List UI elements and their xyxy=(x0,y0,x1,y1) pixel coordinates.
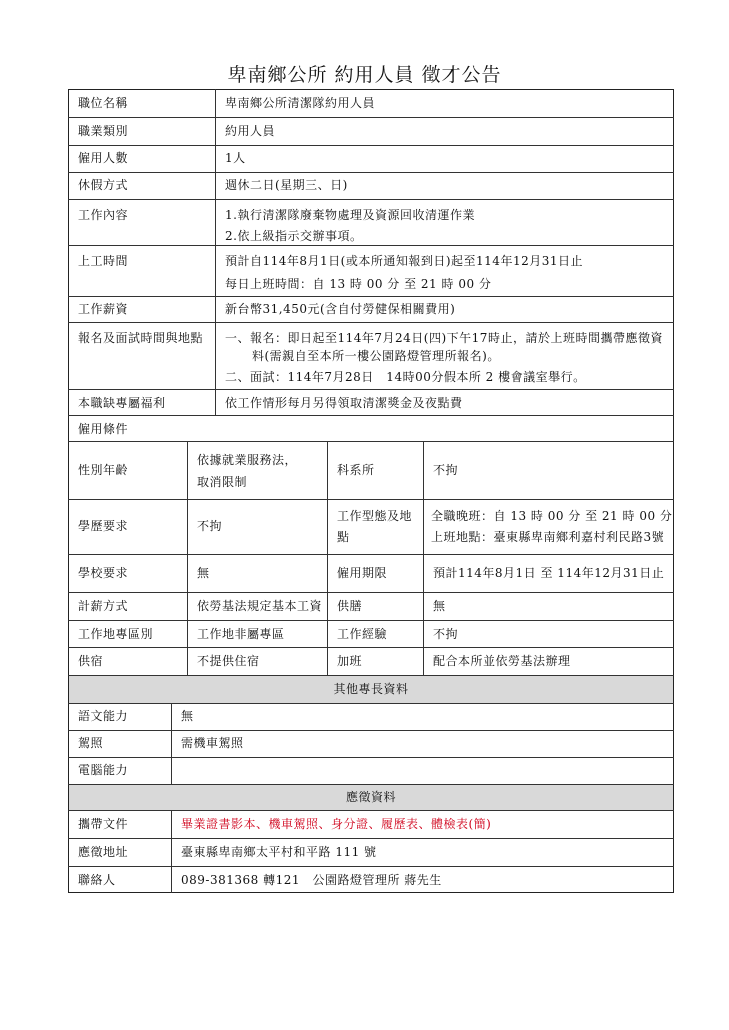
duties-line-1: 1.執行清潔隊廢棄物處理及資源回收清運作業 xyxy=(225,208,475,222)
period-label: 僱用期限 xyxy=(337,566,388,580)
work-type-line-1: 全職晚班：自 13 時 00 分 至 21 時 00 分 xyxy=(431,509,673,523)
conditions-header: 僱用條件 xyxy=(78,422,129,436)
department-label: 科系所 xyxy=(337,463,375,477)
work-type-line-2: 上班地點：臺東縣卑南鄉利嘉村利民路3號 xyxy=(431,530,665,544)
application-line-3: 二、面試：114年7月28日 14時00分假本所 2 樓會議室舉行。 xyxy=(225,370,586,384)
pay-method-value: 依勞基法規定基本工資 xyxy=(197,599,323,613)
column-line xyxy=(327,441,328,675)
row-line xyxy=(68,145,674,146)
license-label: 駕照 xyxy=(78,736,104,750)
application-line-1: 一、報名：即日起至114年7月24日(四)下午17時止，請於上班時間攜帶應徵資 xyxy=(225,331,663,345)
column-line xyxy=(423,441,424,675)
row-line xyxy=(68,703,674,704)
row-line xyxy=(68,730,674,731)
row-line xyxy=(68,554,674,555)
period-value: 預計114年8月1日 至 114年12月31日止 xyxy=(433,566,665,580)
work-time-label: 上工時間 xyxy=(78,254,129,268)
row-line xyxy=(68,675,674,676)
school-label: 學校要求 xyxy=(78,566,129,580)
benefits-value: 依工作情形每月另得領取清潔獎金及夜點費 xyxy=(225,396,463,410)
job-category-label: 職業類別 xyxy=(78,124,129,138)
row-line xyxy=(68,499,674,500)
gender-age-line-1: 依據就業服務法， xyxy=(197,453,298,467)
language-value: 無 xyxy=(181,709,194,723)
computer-label: 電腦能力 xyxy=(78,763,129,777)
overtime-label: 加班 xyxy=(337,654,363,668)
job-category-value: 約用人員 xyxy=(225,124,276,138)
work-area-label: 工作地專區別 xyxy=(78,627,154,641)
row-line xyxy=(68,810,674,811)
apply-header: 應徵資料 xyxy=(345,790,396,804)
experience-value: 不拘 xyxy=(433,627,459,641)
school-value: 無 xyxy=(197,566,210,580)
row-line xyxy=(68,117,674,118)
row-line xyxy=(68,389,674,390)
work-type-label-line-2: 點 xyxy=(337,530,350,544)
leave-label: 休假方式 xyxy=(78,178,129,192)
leave-value: 週休二日(星期三、日) xyxy=(225,178,348,192)
benefits-label: 本職缺專屬福利 xyxy=(78,396,166,410)
row-line xyxy=(68,296,674,297)
education-label: 學歷要求 xyxy=(78,519,129,533)
overtime-value: 配合本所並依勞基法辦理 xyxy=(433,654,571,668)
salary-value: 新台幣31,450元(含自付勞健保相關費用) xyxy=(225,302,456,316)
contact-value: 089-381368 轉121 公園路燈管理所 蔣先生 xyxy=(181,873,442,887)
meals-label: 供膳 xyxy=(337,599,363,613)
page-title: 卑南鄉公所 約用人員 徵才公告 xyxy=(227,64,502,86)
headcount-value: 1人 xyxy=(225,151,246,165)
duties-line-2: 2.依上級指示交辦事項。 xyxy=(225,229,363,243)
address-value: 臺東縣卑南鄉太平村和平路 111 號 xyxy=(181,845,377,859)
education-value: 不拘 xyxy=(197,519,223,533)
row-line xyxy=(68,322,674,323)
meals-value: 無 xyxy=(433,599,446,613)
row-line xyxy=(68,620,674,621)
row-line xyxy=(68,838,674,839)
row-line xyxy=(68,757,674,758)
experience-label: 工作經驗 xyxy=(337,627,388,641)
column-line xyxy=(187,441,188,675)
column-line xyxy=(171,703,172,784)
row-line xyxy=(68,441,674,442)
position-name-value: 卑南鄉公所清潔隊約用人員 xyxy=(225,96,376,110)
row-line xyxy=(68,172,674,173)
application-label: 報名及面試時間與地點 xyxy=(78,331,204,345)
work-time-line-1: 預計自114年8月1日(或本所通知報到日)起至114年12月31日止 xyxy=(225,254,583,268)
row-line xyxy=(68,866,674,867)
lodging-value: 不提供住宿 xyxy=(197,654,260,668)
department-value: 不拘 xyxy=(433,463,459,477)
column-line xyxy=(171,810,172,893)
row-line xyxy=(68,415,674,416)
gender-age-line-2: 取消限制 xyxy=(197,475,248,489)
pay-method-label: 計薪方式 xyxy=(78,599,129,613)
skills-header: 其他專長資料 xyxy=(333,682,409,696)
row-line xyxy=(68,245,674,246)
column-line xyxy=(215,89,216,415)
language-label: 語文能力 xyxy=(78,709,129,723)
work-type-label-line-1: 工作型態及地 xyxy=(337,509,413,523)
position-name-label: 職位名稱 xyxy=(78,96,129,110)
salary-label: 工作薪資 xyxy=(78,302,129,316)
documents-value: 畢業證書影本、機車駕照、身分證、履歷表、體檢表(簡) xyxy=(181,817,492,831)
row-line xyxy=(68,647,674,648)
license-value: 需機車駕照 xyxy=(181,736,244,750)
row-line xyxy=(68,199,674,200)
documents-label: 攜帶文件 xyxy=(78,817,129,831)
work-area-value: 工作地非屬專區 xyxy=(197,627,285,641)
duties-label: 工作內容 xyxy=(78,208,129,222)
headcount-label: 僱用人數 xyxy=(78,151,129,165)
work-time-line-2: 每日上班時間：自 13 時 00 分 至 21 時 00 分 xyxy=(225,277,492,291)
row-line xyxy=(68,592,674,593)
row-line xyxy=(68,784,674,785)
contact-label: 聯絡人 xyxy=(78,873,116,887)
application-line-2: 料(需親自至本所一樓公園路燈管理所報名)。 xyxy=(252,349,500,363)
address-label: 應徵地址 xyxy=(78,845,129,859)
gender-age-label: 性別年齡 xyxy=(78,463,129,477)
lodging-label: 供宿 xyxy=(78,654,104,668)
